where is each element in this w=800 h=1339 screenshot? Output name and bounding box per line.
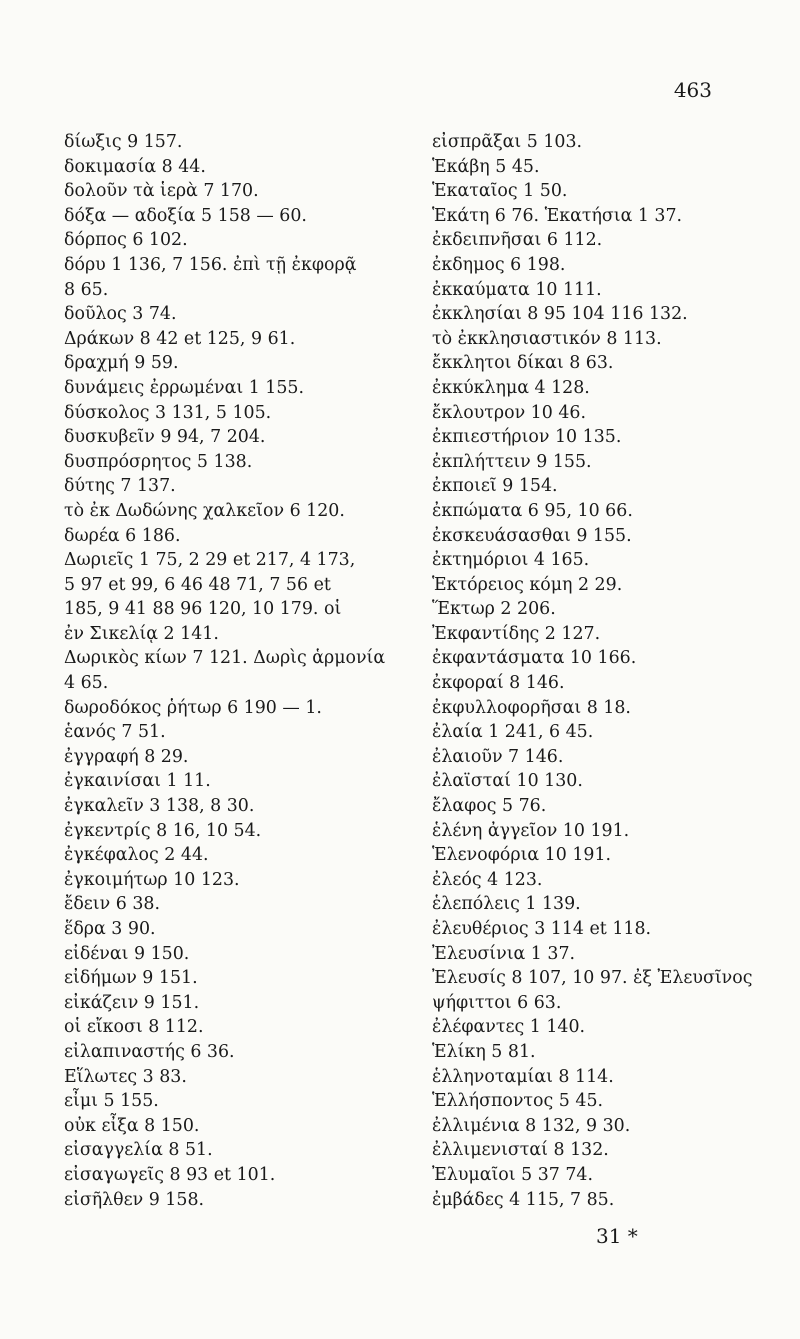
- index-entry: ἐκπλήττειν 9 155.: [432, 451, 592, 472]
- index-entry: δίωξις 9 157.: [64, 132, 183, 152]
- index-entry: Ἑκαταῖος 1 50.: [432, 181, 568, 202]
- index-entry: Δωρικὸς κίων 7 121. Δωρὶς ἁρμονία: [64, 648, 386, 669]
- index-entry: Ἑκάβη 5 45.: [432, 156, 540, 177]
- index-entry: Ἑλίκη 5 81.: [432, 1041, 536, 1062]
- index-entry: ἐγκέφαλος 2 44.: [64, 845, 209, 866]
- index-entry: 5 97 et 99, 6 46 48 71, 7 56 et: [64, 574, 331, 595]
- index-entry: ἐκφαντάσματα 10 166.: [432, 648, 637, 669]
- index-entry: δόξα — αδοξία 5 158 — 60.: [64, 205, 307, 226]
- index-entry: δυσπρόσρητος 5 138.: [64, 451, 253, 472]
- index-entry: δόρπος 6 102.: [64, 230, 188, 251]
- index-entry: ψήφιττοι 6 63.: [432, 992, 562, 1013]
- index-entry: δυνάμεις ἐρρωμέναι 1 155.: [64, 377, 305, 398]
- index-entry: Ἑλενοφόρια 10 191.: [432, 845, 612, 866]
- index-entry: ἐλλιμενισταί 8 132.: [432, 1140, 609, 1161]
- signature-mark: 31 *: [596, 1224, 638, 1248]
- index-entry: Ἐλευσίνια 1 37.: [432, 943, 576, 964]
- index-column-left: [64, 130, 384, 1212]
- index-entry: δραχμή 9 59.: [64, 353, 179, 374]
- index-entry: ἐλεός 4 123.: [432, 869, 543, 890]
- index-entry: Ἕκτωρ 2 206.: [432, 599, 556, 620]
- index-entry: ἑανός 7 51.: [64, 722, 166, 743]
- index-entry: ἐγκοιμήτωρ 10 123.: [64, 869, 240, 890]
- index-entry: εἰλαπιναστής 6 36.: [64, 1041, 235, 1062]
- index-entry: εἰσῆλθεν 9 158.: [64, 1189, 205, 1210]
- index-entry: εἰσπρᾶξαι 5 103.: [432, 132, 583, 152]
- index-entry: εἰσαγωγεῖς 8 93 et 101.: [64, 1164, 276, 1185]
- index-entry: ἐκκλησίαι 8 95 104 116 132.: [432, 304, 688, 325]
- index-entry: τὸ ἐκκλησιαστικόν 8 113.: [432, 328, 662, 349]
- index-entry: ἔδειν 6 38.: [64, 894, 160, 915]
- index-entry: δύτης 7 137.: [64, 476, 176, 497]
- index-entry: ἑλληνοταμίαι 8 114.: [432, 1066, 614, 1087]
- page-number: 463: [673, 78, 712, 102]
- index-entry: ἐλαία 1 241, 6 45.: [432, 722, 594, 743]
- index-entry: οἱ εἴκοσι 8 112.: [64, 1017, 204, 1038]
- index-entry: ἔκλουτρον 10 46.: [432, 402, 586, 423]
- index-entry: ἐλέφαντες 1 140.: [432, 1017, 586, 1038]
- index-entry: δοῦλος 3 74.: [64, 304, 177, 325]
- index-entry: ἐκκύκλημα 4 128.: [432, 377, 590, 398]
- index-entry: 8 65.: [64, 279, 109, 300]
- index-entry: Ἑλλήσποντος 5 45.: [432, 1091, 604, 1112]
- index-entry: εἰκάζειν 9 151.: [64, 992, 200, 1013]
- index-entry: ἐγκαινίσαι 1 11.: [64, 771, 211, 792]
- index-entry: εἶμι 5 155.: [64, 1091, 159, 1112]
- index-entry: ἐλευθέριος 3 114 et 118.: [432, 919, 652, 939]
- index-entry: ἐκποιεῖ 9 154.: [432, 476, 558, 497]
- index-entry: Ἑκάτη 6 76. Ἑκατήσια 1 37.: [432, 205, 683, 226]
- index-entry: δυσκυβεῖν 9 94, 7 204.: [64, 427, 266, 448]
- index-entry: δωρέα 6 186.: [64, 525, 181, 546]
- index-entry: ἐκδειπνῆσαι 6 112.: [432, 230, 603, 251]
- index-entry: ἔλαφος 5 76.: [432, 796, 547, 817]
- index-entry: Ἑκτόρειος κόμη 2 29.: [432, 574, 623, 595]
- index-entry: ἕδρα 3 90.: [64, 919, 156, 939]
- index-entry: Δράκων 8 42 et 125, 9 61.: [64, 328, 296, 349]
- index-entry: ἐκφυλλοφορῆσαι 8 18.: [432, 697, 631, 718]
- index-entry: δολοῦν τὰ ἱερὰ 7 170.: [64, 181, 259, 202]
- index-entry: Ἐλυμαῖοι 5 37 74.: [432, 1164, 594, 1185]
- index-column-right: [432, 130, 784, 1212]
- index-entry: δόρυ 1 136, 7 156. ἐπὶ τῇ ἐκφορᾷ: [64, 254, 357, 275]
- index-entry: ἐγγραφή 8 29.: [64, 746, 189, 767]
- index-entry: ἐκσκευάσασθαι 9 155.: [432, 525, 632, 546]
- index-entry: ἐλλιμένια 8 132, 9 30.: [432, 1115, 631, 1136]
- index-entry: εἰδέναι 9 150.: [64, 943, 190, 964]
- index-entry: Δωριεῖς 1 75, 2 29 et 217, 4 173,: [64, 550, 356, 571]
- index-entry: τὸ ἐκ Δωδώνης χαλκεῖον 6 120.: [64, 500, 345, 521]
- index-entry: ἐκτημόριοι 4 165.: [432, 550, 590, 571]
- index-entry: ἐκκαύματα 10 111.: [432, 279, 602, 300]
- index-entry: ἐλαϊσταί 10 130.: [432, 771, 583, 792]
- index-entry: ἑλεπόλεις 1 139.: [432, 894, 581, 915]
- index-entry: δύσκολος 3 131, 5 105.: [64, 402, 272, 423]
- index-entry: Ἐλευσίς 8 107, 10 97. ἐξ Ἐλευσῖνος: [432, 968, 753, 989]
- index-entry: Ἐκφαντίδης 2 127.: [432, 623, 601, 644]
- index-entry: ἐκδημος 6 198.: [432, 254, 566, 275]
- index-entry: ἑλένη ἀγγεῖον 10 191.: [432, 820, 630, 841]
- index-entry: Εἵλωτες 3 83.: [64, 1066, 187, 1087]
- index-entry: οὐκ εἶξα 8 150.: [64, 1115, 200, 1136]
- index-entry: ἐν Σικελίᾳ 2 141.: [64, 623, 219, 644]
- index-entry: ἐμβάδες 4 115, 7 85.: [432, 1189, 615, 1210]
- index-entry: εἰδήμων 9 151.: [64, 968, 198, 989]
- index-entry: εἰσαγγελία 8 51.: [64, 1140, 213, 1161]
- index-entry: ἐγκαλεῖν 3 138, 8 30.: [64, 796, 255, 817]
- index-entry: ἔκκλητοι δίκαι 8 63.: [432, 353, 614, 374]
- index-entry: ἐκφοραί 8 146.: [432, 673, 565, 694]
- index-entry: δωροδόκος ῥήτωρ 6 190 — 1.: [64, 697, 322, 718]
- index-entry: ἐκπώματα 6 95, 10 66.: [432, 500, 633, 521]
- index-entry: ἐλαιοῦν 7 146.: [432, 746, 564, 767]
- index-entry: 4 65.: [64, 673, 109, 694]
- index-entry: ἐγκεντρίς 8 16, 10 54.: [64, 820, 262, 841]
- index-entry: 185, 9 41 88 96 120, 10 179. οἱ: [64, 599, 342, 620]
- index-entry: δοκιμασία 8 44.: [64, 156, 206, 177]
- index-entry: ἐκπιεστήριον 10 135.: [432, 427, 622, 448]
